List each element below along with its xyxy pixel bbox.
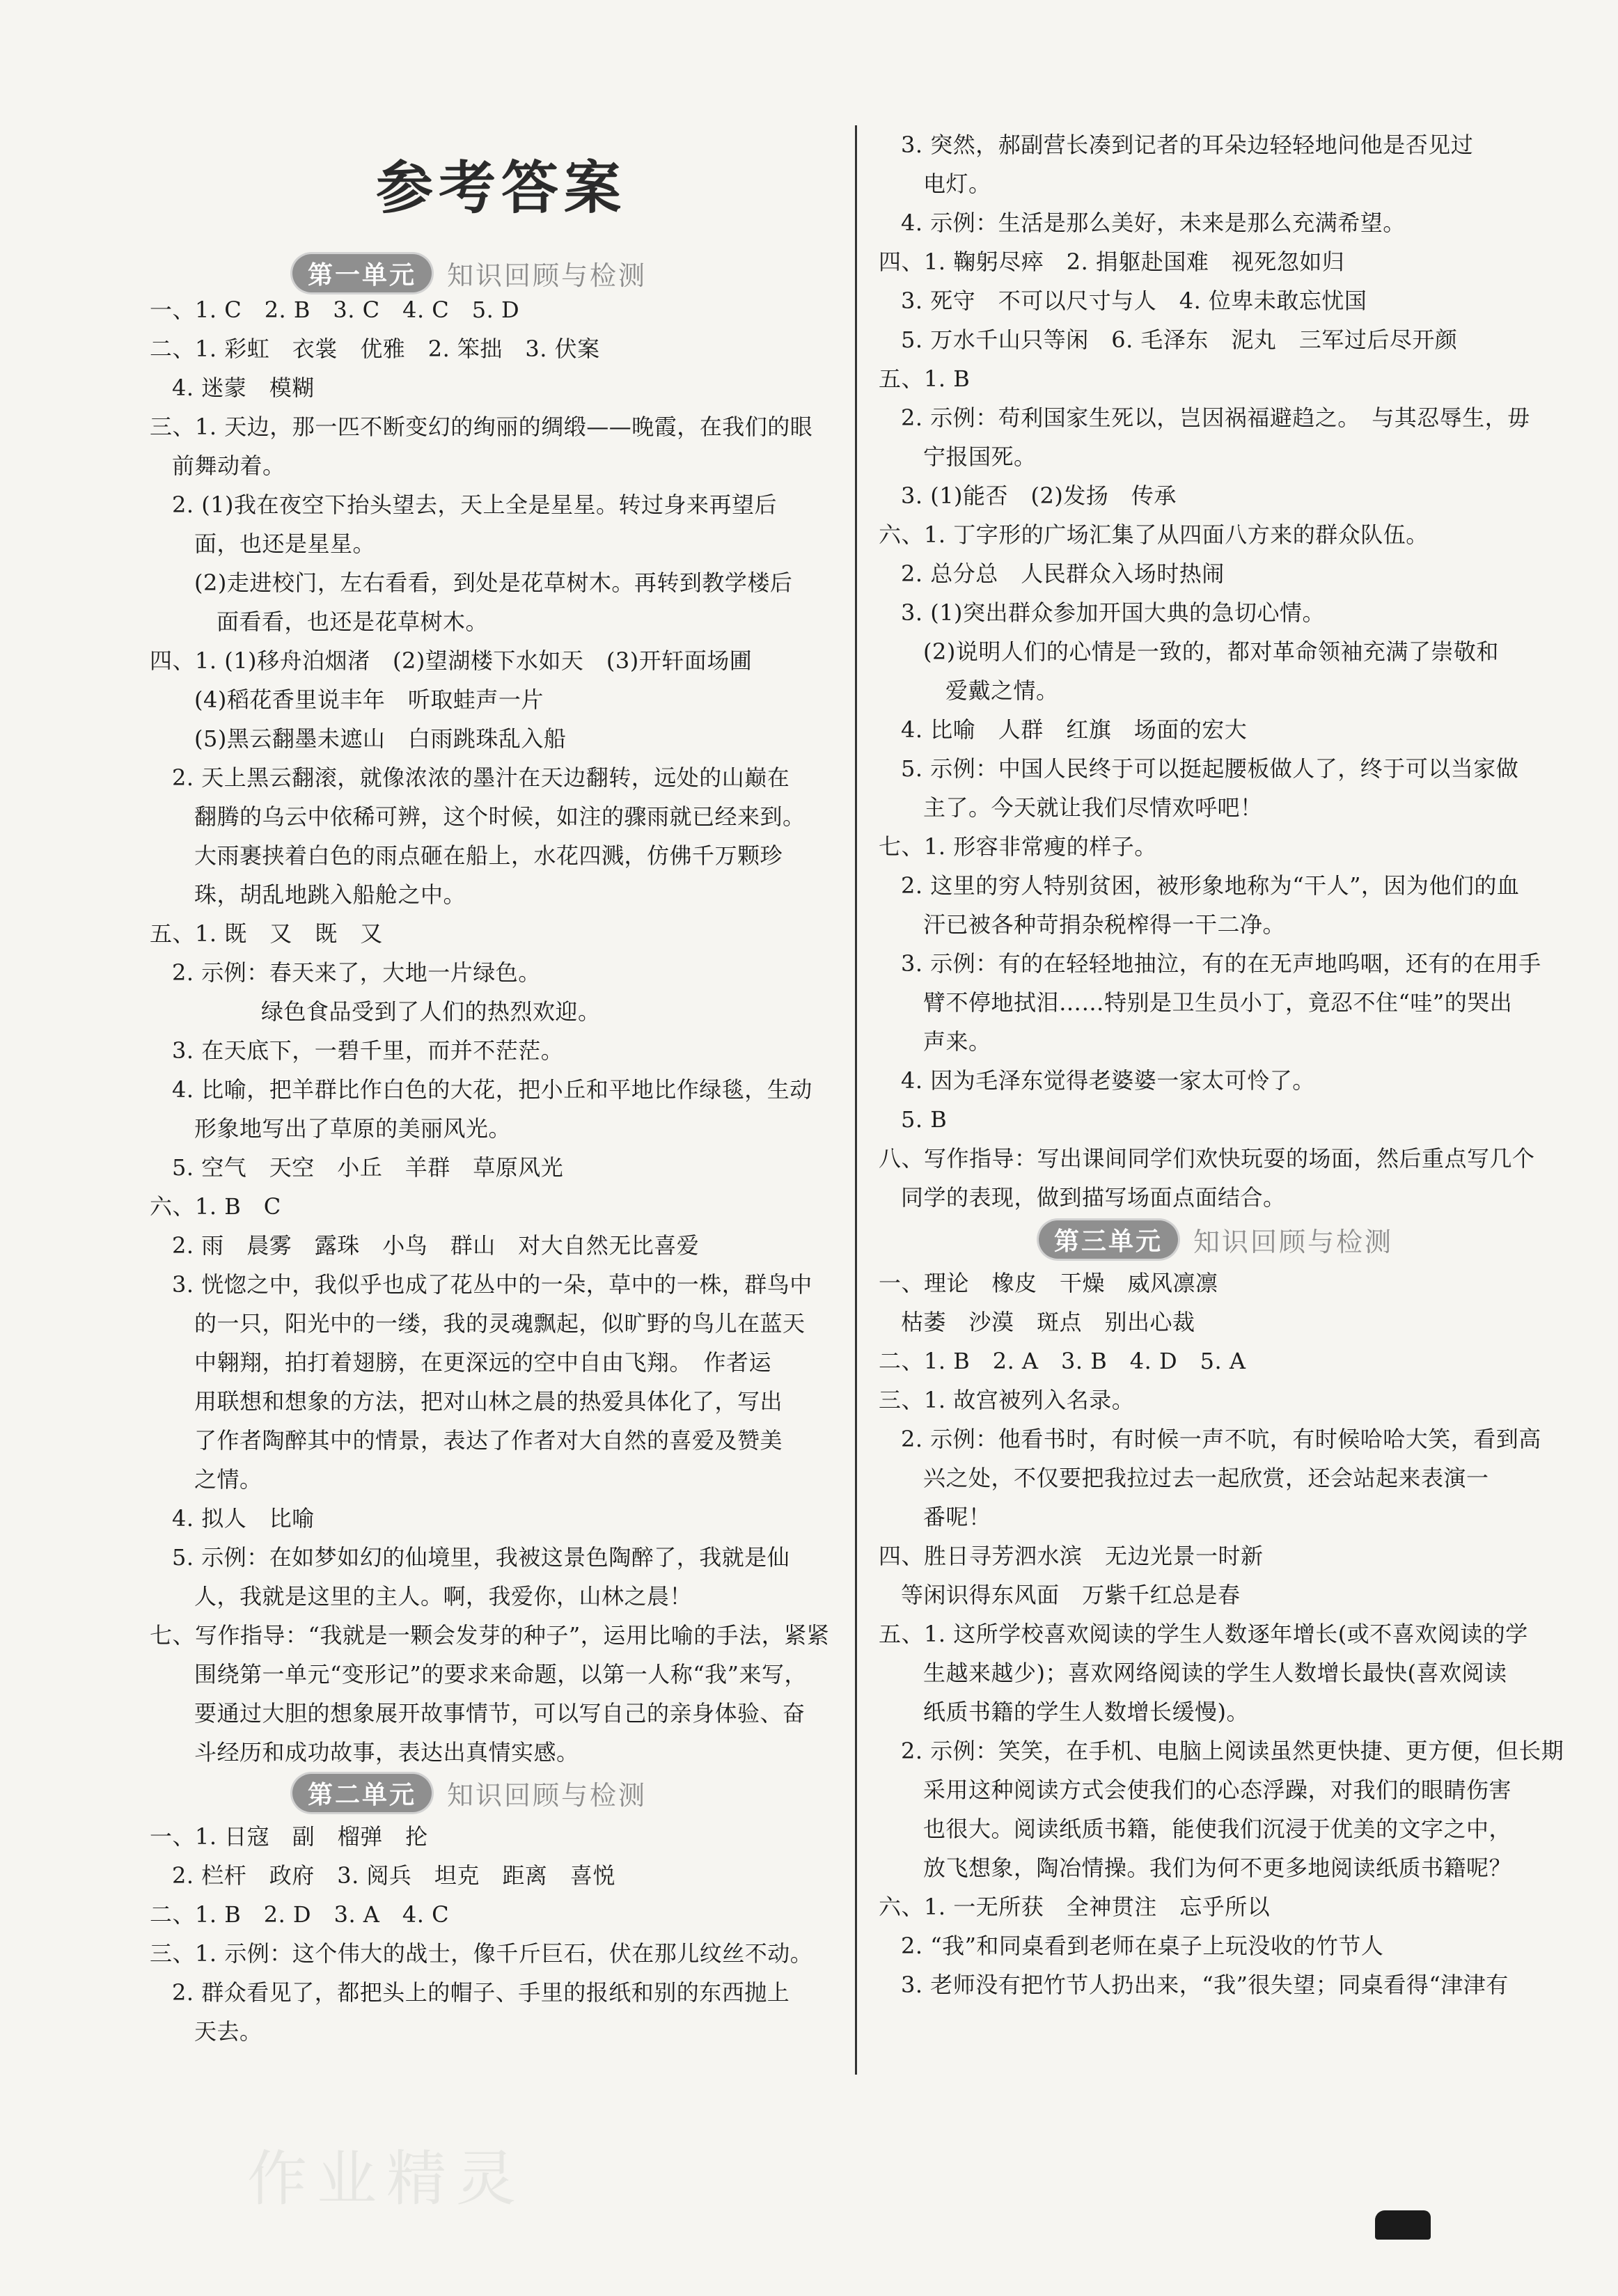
unit-1-subtitle: 知识回顾与检测 <box>447 260 647 291</box>
answer-line: 3. (1)突出群众参加开国大典的急切心情。 <box>901 599 1326 626</box>
answer-line: 斗经历和成功故事，表达出真情实感。 <box>194 1739 579 1766</box>
answer-line: 4. 因为毛泽东觉得老婆婆一家太可怜了。 <box>901 1067 1315 1094</box>
answer-line: 2. 示例：他看书时，有时候一声不吭，有时候哈哈大笑，看到高 <box>901 1426 1541 1452</box>
answer-line: 2. 示例：笑笑，在手机、电脑上阅读虽然更快捷、更方便，但长期 <box>901 1738 1564 1764</box>
page-title: 参考答案 <box>375 155 627 221</box>
unit-2-title: 第二单元 <box>292 1774 432 1812</box>
answer-line: 六、1. B C <box>150 1193 281 1220</box>
answer-line: 汗已被各种苛捐杂税榨得一干二净。 <box>923 911 1286 938</box>
answer-line: 珠，胡乱地跳入船舱之中。 <box>194 881 466 908</box>
answer-line: 七、1. 形容非常瘦的样子。 <box>879 833 1157 860</box>
answer-line: 宁报国死。 <box>923 443 1037 470</box>
answer-line: 2. 雨 晨雾 露珠 小鸟 群山 对大自然无比喜爱 <box>172 1232 700 1259</box>
answer-line: 2. 天上黑云翻滚，就像浓浓的墨汁在天边翻转，远处的山巅在 <box>172 764 790 791</box>
answer-line: 4. 迷蒙 模糊 <box>172 375 315 401</box>
answer-line: 等闲识得东风面 万紫千红总是春 <box>901 1582 1241 1608</box>
answer-line: 翻腾的乌云中依稀可辨，这个时候，如注的骤雨就已经来到。 <box>194 803 806 830</box>
answer-line: 声来。 <box>923 1028 991 1055</box>
answer-line: 电灯。 <box>923 171 991 197</box>
unit-1-header <box>292 252 647 294</box>
unit-3-subtitle: 知识回顾与检测 <box>1193 1226 1394 1257</box>
answer-line: 2. “我”和同桌看到老师在桌子上玩没收的竹节人 <box>901 1933 1384 1959</box>
answer-line: 4. 比喻，把羊群比作白色的大花，把小丘和平地比作绿毯，生动 <box>172 1076 812 1103</box>
answer-line: 之情。 <box>194 1466 262 1493</box>
answer-line: 四、1. 鞠躬尽瘁 2. 捐躯赴国难 视死忽如归 <box>879 249 1345 275</box>
answer-line: 人，我就是这里的主人。啊，我爱你，山林之晨！ <box>194 1583 693 1610</box>
answer-line: 5. 示例：中国人民终于可以挺起腰板做人了，终于可以当家做 <box>901 755 1519 782</box>
answer-line: 面看看，也还是花草树木。 <box>217 608 489 635</box>
answer-line: (2)说明人们的心情是一致的，都对革命领袖充满了崇敬和 <box>923 638 1499 665</box>
answer-line: 三、1. 故宫被列入名录。 <box>879 1387 1135 1413</box>
page-corner-mark <box>1375 2210 1431 2240</box>
answer-line: 绿色食品受到了人们的热烈欢迎。 <box>261 998 601 1025</box>
answer-line: 5. B <box>901 1106 948 1133</box>
answer-line: 八、写作指导：写出课间同学们欢快玩耍的场面，然后重点写几个 <box>879 1145 1535 1172</box>
answer-line: 形象地写出了草原的美丽风光。 <box>194 1115 512 1142</box>
unit-2-subtitle: 知识回顾与检测 <box>447 1779 647 1811</box>
answer-line: 前舞动着。 <box>172 453 285 479</box>
answer-line: 纸质书籍的学生人数增长缓慢)。 <box>923 1699 1249 1725</box>
answer-line: 二、1. 彩虹 衣裳 优雅 2. 笨拙 3. 伏案 <box>150 336 600 362</box>
answer-line: (4)稻花香里说丰年 听取蛙声一片 <box>194 686 544 713</box>
answer-line: 2. 总分总 人民群众入场时热闹 <box>901 560 1225 587</box>
answer-line: (2)走进校门，左右看看，到处是花草树木。再转到教学楼后 <box>194 569 793 596</box>
answer-line: 六、1. 丁字形的广场汇集了从四面八方来的群众队伍。 <box>879 521 1429 548</box>
unit-1-title: 第一单元 <box>292 254 432 292</box>
answer-line: 3. 在天底下，一碧千里，而并不茫茫。 <box>172 1037 564 1064</box>
answer-line: 2. 群众看见了，都把头上的帽子、手里的报纸和别的东西抛上 <box>172 1979 790 2006</box>
answer-line: 三、1. 天边，那一匹不断变幻的绚丽的绸缎——晚霞，在我们的眼 <box>150 414 813 440</box>
answer-line: 枯萎 沙漠 斑点 别出心裁 <box>901 1309 1195 1335</box>
answer-line: 生越来越少)；喜欢网络阅读的学生人数增长最快(喜欢阅读 <box>923 1660 1507 1686</box>
answer-line: 也很大。阅读纸质书籍，能使我们沉浸于优美的文字之中， <box>923 1816 1512 1842</box>
answer-line: 七、写作指导：“我就是一颗会发芽的种子”，运用比喻的手法，紧紧 <box>150 1622 830 1649</box>
answer-line: 3. 恍惚之中，我似乎也成了花丛中的一朵，草中的一株，群鸟中 <box>172 1271 812 1298</box>
watermark: 作业精灵 <box>247 2144 526 2214</box>
answer-line: 5. 空气 天空 小丘 羊群 草原风光 <box>172 1154 564 1181</box>
answer-line: 二、1. B 2. D 3. A 4. C <box>150 1901 450 1928</box>
answer-line: 3. 死守 不可以尺寸与人 4. 位卑未敢忘忧国 <box>901 288 1367 314</box>
answer-line: 一、1. C 2. B 3. C 4. C 5. D <box>150 297 520 323</box>
answer-line: 3. 突然，郝副营长凑到记者的耳朵边轻轻地问他是否见过 <box>901 132 1474 158</box>
answer-line: 四、1. (1)移舟泊烟渚 (2)望湖楼下水如天 (3)开轩面场圃 <box>150 647 753 674</box>
answer-line: 了作者陶醉其中的情景，表达了作者对大自然的喜爱及赞美 <box>194 1427 783 1454</box>
answer-line: 同学的表现，做到描写场面点面结合。 <box>901 1184 1286 1211</box>
answer-line: 围绕第一单元“变形记”的要求来命题，以第一人称“我”来写， <box>194 1661 807 1688</box>
answer-line: 3. 示例：有的在轻轻地抽泣，有的在无声地呜咽，还有的在用手 <box>901 950 1541 977</box>
answer-line: 一、1. 日寇 副 榴弹 抡 <box>150 1823 428 1850</box>
unit-2-header <box>292 1772 647 1814</box>
answer-line: 2. 栏杆 政府 3. 阅兵 坦克 距离 喜悦 <box>172 1862 615 1889</box>
answer-line: 的一只，阳光中的一缕，我的灵魂飘起，似旷野的鸟儿在蓝天 <box>194 1310 806 1337</box>
answer-line: 4. 示例：生活是那么美好，未来是那么充满希望。 <box>901 210 1406 236</box>
answer-line: (5)黑云翻墨未遮山 白雨跳珠乱入船 <box>194 725 567 752</box>
answer-line: 4. 拟人 比喻 <box>172 1505 315 1532</box>
answer-line: 2. 示例：春天来了，大地一片绿色。 <box>172 959 541 986</box>
answer-line: 5. 示例：在如梦如幻的仙境里，我被这景色陶醉了，我就是仙 <box>172 1544 790 1571</box>
answer-line: 2. (1)我在夜空下抬头望去，天上全是星星。转过身来再望后 <box>172 492 778 518</box>
answer-line: 用联想和想象的方法，把对山林之晨的热爱具体化了，写出 <box>194 1388 783 1415</box>
answer-line: 五、1. 这所学校喜欢阅读的学生人数逐年增长(或不喜欢阅读的学 <box>879 1621 1528 1647</box>
answer-line: 五、1. 既 又 既 又 <box>150 920 383 947</box>
answer-line: 3. (1)能否 (2)发扬 传承 <box>901 482 1177 509</box>
answer-line: 大雨裹挟着白色的雨点砸在船上，水花四溅，仿佛千万颗珍 <box>194 842 783 869</box>
answer-line: 臂不停地拭泪……特别是卫生员小丁，竟忍不住“哇”的哭出 <box>923 989 1513 1016</box>
answer-line: 主了。今天就让我们尽情欢呼吧！ <box>923 794 1263 821</box>
answer-line: 5. 万水千山只等闲 6. 毛泽东 泥丸 三军过后尽开颜 <box>901 327 1458 353</box>
answer-line: 面，也还是星星。 <box>194 530 376 557</box>
answer-line: 中翱翔，拍打着翅膀，在更深远的空中自由飞翔。 作者运 <box>194 1349 772 1376</box>
answer-line: 2. 这里的穷人特别贫困，被形象地称为“干人”，因为他们的血 <box>901 872 1520 899</box>
answer-line: 兴之处，不仅要把我拉过去一起欣赏，还会站起来表演一 <box>923 1465 1489 1491</box>
answer-line: 六、1. 一无所获 全神贯注 忘乎所以 <box>879 1894 1271 1920</box>
answer-line: 二、1. B 2. A 3. B 4. D 5. A <box>879 1348 1246 1374</box>
answer-line: 要通过大胆的想象展开故事情节，可以写自己的亲身体验、奋 <box>194 1700 806 1727</box>
answer-line: 4. 比喻 人群 红旗 场面的宏大 <box>901 716 1248 743</box>
column-divider <box>855 125 857 2075</box>
answer-line: 2. 示例：苟利国家生死以，岂因祸福避趋之。 与其忍辱生，毋 <box>901 404 1530 431</box>
answer-line: 放飞想象，陶冶情操。我们为何不更多地阅读纸质书籍呢？ <box>923 1855 1512 1881</box>
unit-3-header <box>1039 1218 1393 1260</box>
answer-line: 三、1. 示例：这个伟大的战士，像千斤巨石，伏在那儿纹丝不动。 <box>150 1940 813 1967</box>
answer-line: 采用这种阅读方式会使我们的心态浮躁，对我们的眼睛伤害 <box>923 1777 1512 1803</box>
answer-line: 天去。 <box>194 2018 262 2045</box>
unit-3-title: 第三单元 <box>1039 1220 1178 1259</box>
answer-line: 番呢！ <box>923 1504 991 1530</box>
answer-line: 爱戴之情。 <box>945 677 1059 704</box>
answer-line: 四、胜日寻芳泗水滨 无边光景一时新 <box>879 1543 1264 1569</box>
answer-line: 五、1. B <box>879 365 971 392</box>
answer-line: 3. 老师没有把竹节人扔出来，“我”很失望；同桌看得“津津有 <box>901 1972 1509 1998</box>
answer-line: 一、理论 橡皮 干燥 威风凛凛 <box>879 1270 1218 1296</box>
